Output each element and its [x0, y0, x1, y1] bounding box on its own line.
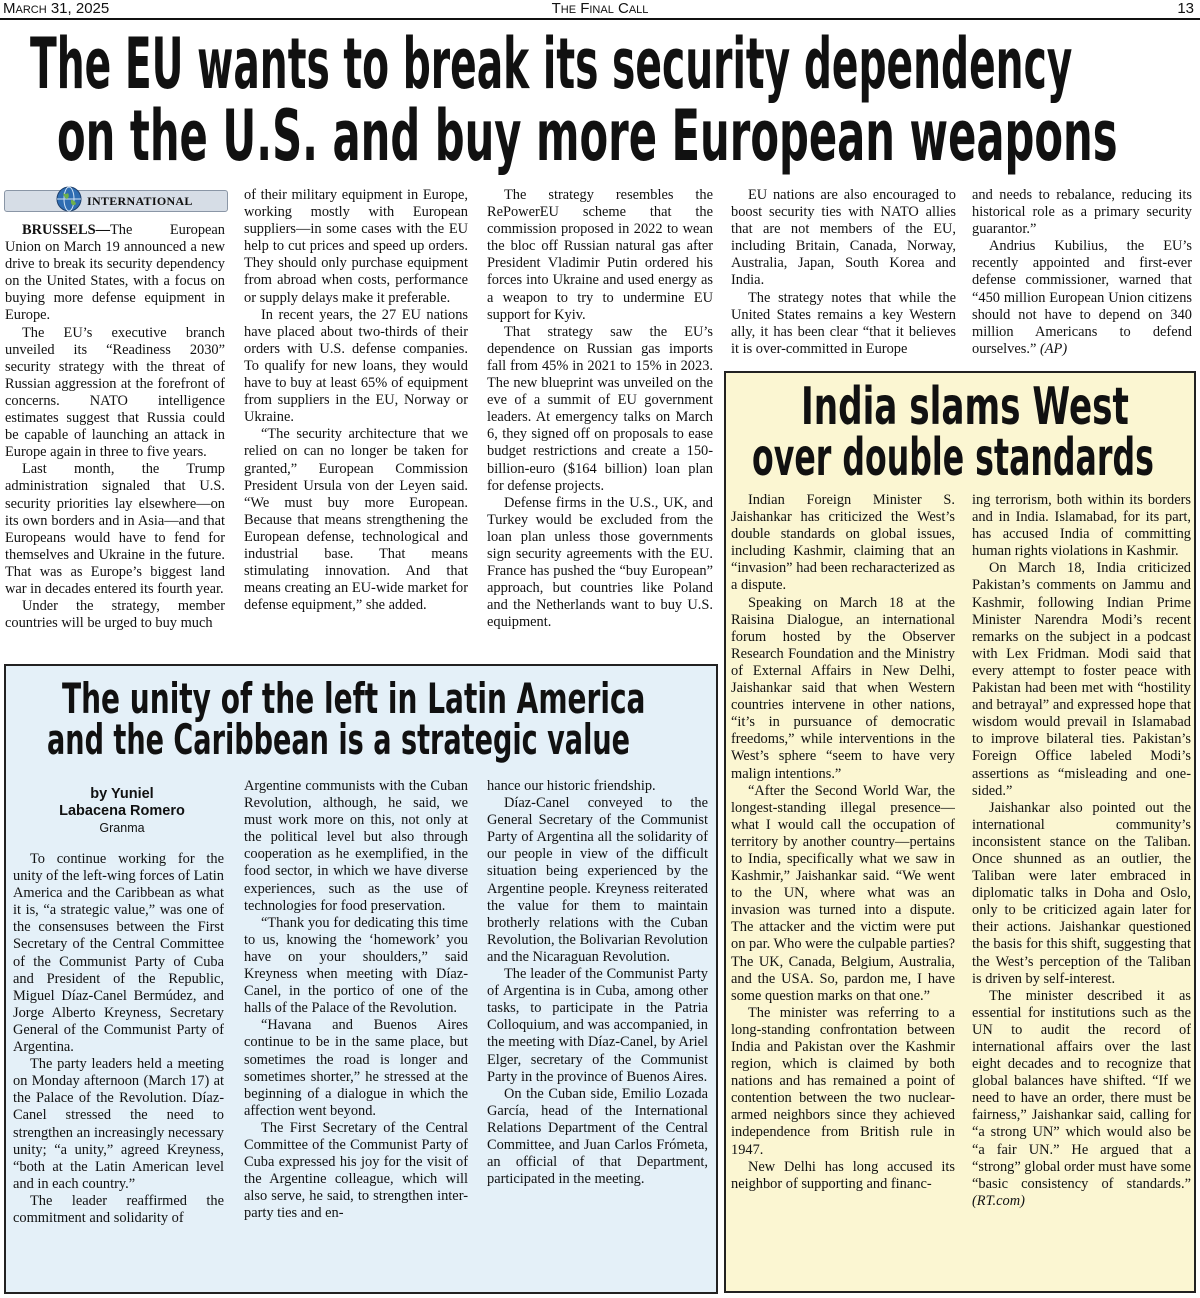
paragraph: The EU’s executive branch unveiled its “Readiness 2030” security strategy with the threat of Russian aggression at the forefront of concerns. NATO intelligence estimates suggest that Russia could be capable of launching an attack in Europe again in three to five years.	[5, 324, 225, 461]
paragraph: The strategy resembles the RePowerEU scheme that the commission proposed in 2022 to wean the bloc off Russian natural gas after President Vladimir Putin ordered his forces into Ukraine and used energy as a weapon to try to undermine EU support for Kyiv.	[487, 187, 713, 323]
paragraph: hance our historic friendship.	[487, 778, 656, 794]
paragraph: New Delhi has long accused its neighbor of supporting and financ-	[731, 1158, 955, 1192]
page-number: 13	[1177, 0, 1194, 17]
india-article-col1	[731, 492, 955, 1289]
main-article-col4	[731, 187, 956, 367]
latin-article-col3	[487, 778, 708, 1288]
paragraph: That strategy saw the EU’s dependence on Russian gas imports fall from 45% in 2021 to 15% in 2023. The new blueprint was unveiled on the eve of a summit of EU government leaders. At emergency talks on March 6, they signed off on proposals to ease budget restrictions and create a 150-billion-euro ($164 billion) loan plan for defense projects.	[487, 323, 713, 494]
main-article-col2	[244, 187, 468, 657]
article-credit: (RT.com)	[972, 1192, 1025, 1209]
paragraph: of their military equipment in Europe, working mostly with European suppliers—in some cases with the EU help to cut prices and speed up orders. They should only purchase equipment from abroad when costs, performance or supply delays make it preferable.	[244, 187, 468, 306]
masthead-rule	[0, 18, 1200, 20]
paragraph: The leader of the Communist Party of Argentina is in Cuba, among other tasks, to participate in the Patria Colloquium, and was accompanied, in the meeting with Díaz-Canel, by Ariel Elger, secretary of the Communist Party in the province of Buenos Aires.	[487, 966, 708, 1085]
paragraph: The party leaders held a meeting on Monday afternoon (March 17) at the Palace of the Revolution. Díaz-Canel stressed the need to strengthen an increasingly necessary unity; “a unity,” agreed Kreyness, “both at the Latin American level and in each country.”	[13, 1056, 224, 1192]
globe-icon	[55, 185, 83, 213]
latin-article-col2	[244, 778, 468, 1288]
paragraph: The First Secretary of the Central Committee of the Communist Party of Cuba expressed his joy for the visit of the Argentine colleague, which will also serve, he said, to strengthen inter-party ties and en-	[244, 1119, 468, 1222]
byline-by: by Yuniel	[90, 786, 154, 802]
main-article-col3	[487, 187, 713, 657]
byline-source: Granma	[99, 821, 145, 835]
page-date: March 31, 2025	[3, 0, 110, 17]
main-article-col1	[5, 222, 225, 658]
article-credit: (AP)	[1039, 340, 1068, 357]
paragraph: The leader reaffirmed the commitment and solidarity of	[13, 1192, 224, 1226]
paragraph: and needs to rebalance, reducing its historical role as a primary security guarantor.”	[972, 187, 1192, 238]
paragraph: On the Cuban side, Emilio Lozada García, head of the International Relations Department of the Central Committee, and Juan Carlos Frómeta, an official of that Department, participated in the meeting.	[487, 1085, 708, 1188]
paragraph: Under the strategy, member countries will be urged to buy much	[5, 598, 225, 632]
newspaper-name: The Final Call	[551, 0, 649, 17]
dateline: BRUSSELS—	[22, 222, 110, 238]
paragraph: ing terrorism, both within its borders and in India. Islamabad, for its part, has accused India of committing human rights violations in Kashmir.	[972, 492, 1191, 560]
paragraph: The strategy notes that while the United States remains a key Western ally, it has been clear “that it believes it is over-committed in Europe	[731, 289, 956, 357]
paragraph: Speaking on March 18 at the Raisina Dialogue, an international forum hosted by the Observer Research Foundation and the Ministry of External Affairs in New Delhi, Jaishankar said that when Western countries intervene in other nations, “it’s in pursuance of democratic freedoms,” while interventions in the West’s sphere “seem to have very malign intentions.”	[731, 594, 955, 782]
india-headline-line1: India slams West	[801, 377, 1129, 437]
paragraph: Defense firms in the U.S., UK, and Turkey would be excluded from the loan plan unless those governments sign security agreements with the EU. France has pushed the “buy European” approach, but countries like Poland and the Netherlands want to buy U.S. equipment.	[487, 494, 713, 631]
main-article-col5	[972, 187, 1192, 367]
paragraph: In recent years, the 27 EU nations have placed about two-thirds of their orders with U.S. defense companies. To qualify for new loans, they would have to buy at least 65% of equipment from suppliers in the EU, Norway or Ukraine.	[244, 306, 468, 426]
paragraph: Indian Foreign Minister S. Jaishankar has criticized the West’s double standards on global issues, including Kashmir, claiming that an “invasion” had been recharacterized as a dispute.	[731, 492, 955, 594]
india-article-col2	[972, 492, 1191, 1289]
india-headline-line2: over double standards	[752, 428, 1154, 488]
main-headline-line2: on the U.S. and buy more European weapons	[57, 95, 1118, 177]
paragraph: “The security architecture that we relied on can no longer be taken for granted,” European Commission President Ursula von der Leyen said. “We must buy more European. Because that means strengthening the European defense, technological and industrial base. That means stimulating innovation. And that means creating an EU-wide market for defense equipment,” she added.	[244, 426, 468, 614]
paragraph: The European Union on March 19 announced a new drive to break its security dependency on the United States, with a focus on buying more defense equipment in Europe.	[5, 222, 225, 324]
paragraph: On March 18, India criticized Pakistan’s comments on Jammu and Kashmir, following Indian Prime Minister Narendra Modi’s recent remarks on the subject in a podcast with Lex Fridman. Modi said that every attempt to foster peace with Pakistan had been met with “hostility and betrayal” and expressed hope that wisdom would prevail in Islamabad to improve bilateral ties. Pakistan’s Foreign Office labeled Modi’s assertions as “misleading and one-sided.”	[972, 560, 1191, 799]
latin-article-col1	[13, 851, 224, 1289]
paragraph: Last month, the Trump administration signaled that U.S. security priorities lay elsewhere—on its own borders and in Asia—and that Europeans would have to fend for themselves and Ukraine in the future. That was as Europe’s biggest land war in decades entered its fourth year.	[5, 461, 225, 597]
paragraph: “After the Second World War, the longest-standing illegal presence—what I would call the occupation of territory by another country—pertains to India, specifically what we saw in Kashmir,” Jaishankar said. “We went to the UN, where what was an invasion was turned into a dispute. The attacker and the victim were put on par. Who were the culpable parties? The UK, Canada, Belgium, Australia, and the USA. So, pardon me, I have some question marks on that one.”	[731, 782, 955, 1004]
latin-headline-line2: and the Caribbean is a strategic value	[47, 715, 631, 764]
paragraph: The minister described it as essential for institutions such as the UN to audit the record of international affairs over the last eight decades and to recognize that global balances have shifted. “If we need to have an order, there must be fairness,” Jaishankar said, calling for “a strong UN” which would also be “a fair UN.” He argued that a “strong” global order must have some “basic consistency of standards.”	[972, 987, 1191, 1192]
paragraph: To continue working for the unity of the left-wing forces of Latin America and the Caribbean as what it is, “a strategic value,” was one of the consensuses between the First Secretary of the Central Committee of the Communist Party of Cuba and President of the Republic, Miguel Díaz-Canel Bermúdez, and Jorge Alberto Kreyness, Secretary General of the Communist Party of Argentina.	[13, 851, 224, 1056]
paragraph: Jaishankar also pointed out the international community’s inconsistent stance on the Taliban. Once shunned as an outlier, the Taliban were later embraced in diplomatic talks in Doha and Oslo, only to be criticized again later for their actions. Jaishankar questioned the basis for this shift, suggesting that the West’s perception of the Taliban is driven by self-interest.	[972, 799, 1191, 987]
section-tag	[4, 190, 228, 212]
paragraph: “Thank you for dedicating this time to us, knowing the ‘homework’ you have on your shoulders,” said Kreyness when meeting with Díaz-Canel, in the portico of one of the halls of the Palace of the Revolution.	[244, 914, 468, 1017]
paragraph: Andrius Kubilius, the EU’s recently appointed and first-ever defense commissioner, warned that “450 million European Union citizens should not have to depend on 340 million Americans to defend ourselves.”	[972, 238, 1192, 357]
byline-name: Labacena Romero	[59, 803, 185, 819]
section-tag-label: INTERNATIONAL	[87, 194, 193, 208]
main-headline-line1: The EU wants to break its security dependency	[30, 23, 1073, 105]
latin-headline-line1: The unity of the left in Latin America	[62, 674, 646, 723]
paragraph: Argentine communists with the Cuban Revolution, although, he said, we must work more on this, not only at the political level but also through cooperation as he exemplified, in the food sector, in which we have diverse experiences, such as the use of technologies for food preservation.	[244, 778, 468, 914]
paragraph: “Havana and Buenos Aires continue to be in the same place, but sometimes the road is longer and sometimes shorter,” he stressed at the beginning of a dialogue in which the affection went beyond.	[244, 1017, 468, 1119]
paragraph: Díaz-Canel conveyed to the General Secretary of the Communist Party of Argentina all the solidarity of our people in view of the difficult situation being experienced by the Argentine people. Kreyness reiterated the value for them to maintain brotherly relations with the Cuban Revolution, the Bolivarian Revolution and the Nicaraguan Revolution.	[487, 795, 708, 965]
paragraph: EU nations are also encouraged to boost security ties with NATO allies that are not members of the EU, including Britain, Canada, Norway, Australia, Japan, South Korea and India.	[731, 187, 956, 289]
paragraph: The minister was referring to a long-standing confrontation between India and Pakistan over the Kashmir region, which is claimed by both nations and has remained a point of contention between the two nuclear-armed neighbors since they achieved independence from British rule in 1947.	[731, 1004, 955, 1158]
